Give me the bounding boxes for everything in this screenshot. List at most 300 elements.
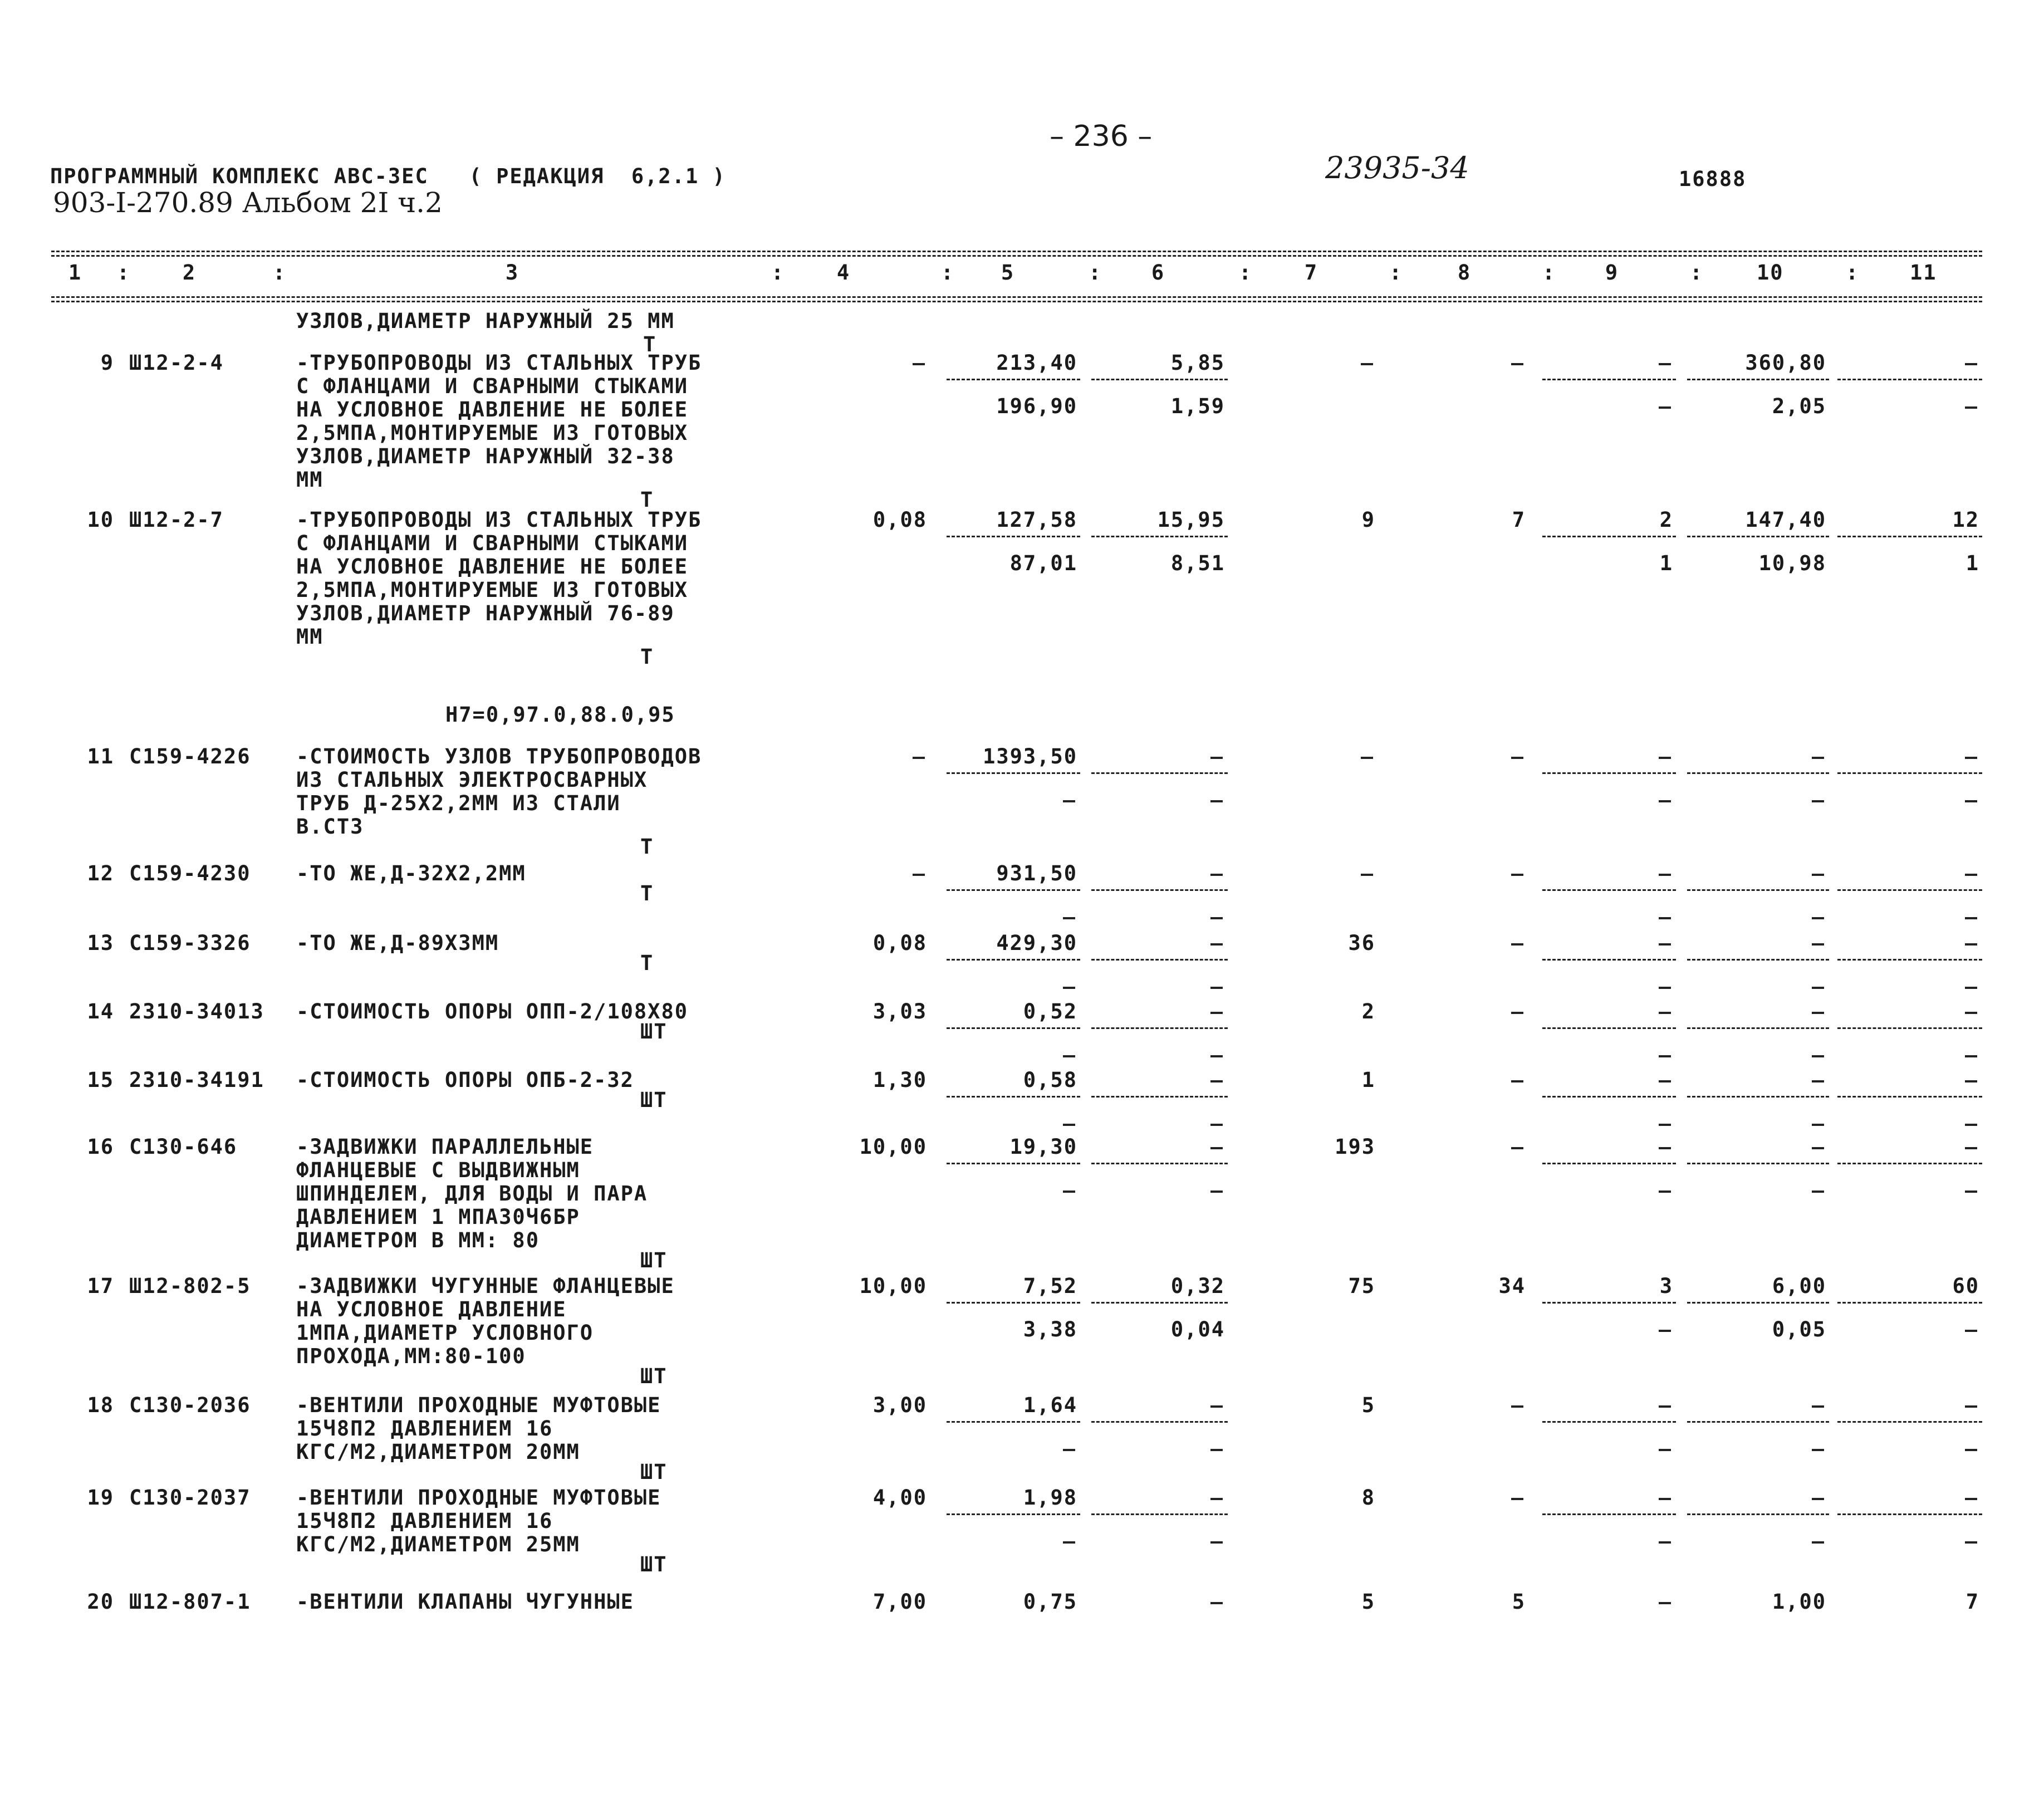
- cell-value-c11: [1966, 1486, 1979, 1510]
- cell-value-c9b: [1660, 1317, 1673, 1342]
- cell-value-c5: 0,58: [1023, 1068, 1077, 1092]
- cell-value-c11b: [1966, 394, 1979, 419]
- fraction-rule: [1542, 889, 1676, 891]
- fraction-rule: [1542, 1421, 1676, 1423]
- cell-value-c5: 1,64: [1023, 1393, 1077, 1417]
- cell-value-c4: 10,00: [859, 1274, 927, 1298]
- fraction-rule: [1687, 959, 1829, 961]
- fraction-rule: [1837, 536, 1982, 537]
- cell-value-c4: [914, 744, 927, 769]
- row-unit: ШТ: [640, 1552, 668, 1576]
- table-top-rule: [51, 251, 1982, 252]
- row-description-line: ИЗ СТАЛЬНЫХ ЭЛЕКТРОСВАРНЫХ: [296, 768, 648, 792]
- column-separator: :: [1089, 261, 1102, 285]
- cell-value-c10: [1813, 1135, 1826, 1159]
- cell-value-c6: 5,85: [1170, 351, 1225, 375]
- row-description-line: 15Ч8П2 ДАВЛЕНИЕМ 16: [296, 1417, 553, 1441]
- cell-value-c9: [1660, 931, 1673, 956]
- row-description-line: -СТОИМОСТЬ УЗЛОВ ТРУБОПРОВОДОВ: [296, 744, 702, 768]
- cell-value-c9b: [1660, 974, 1673, 999]
- cell-value-c9: [1660, 1486, 1673, 1510]
- page-number: – 236 –: [1050, 120, 1153, 153]
- cell-value-c9: [1660, 744, 1673, 769]
- cell-value-c10: 6,00: [1772, 1274, 1826, 1298]
- table-header-bottom-rule-2: [51, 301, 1982, 302]
- cell-value-c9: 3: [1659, 1274, 1673, 1298]
- fraction-rule: [1091, 1027, 1228, 1029]
- fraction-rule: [947, 1163, 1080, 1164]
- column-separator: :: [117, 261, 131, 285]
- cell-value-c11: [1966, 351, 1979, 375]
- cell-value-c6: [1212, 861, 1225, 886]
- fraction-rule: [1837, 1513, 1982, 1515]
- cell-value-c9: [1660, 1135, 1673, 1159]
- fraction-rule: [1542, 1027, 1676, 1029]
- cell-value-c10: [1813, 931, 1826, 956]
- cell-value-c11: 60: [1952, 1274, 1979, 1298]
- cell-value-c5: 19,30: [1009, 1135, 1077, 1159]
- cell-value-c9: [1660, 1393, 1673, 1418]
- coefficient-line: Н7=0,97.0,88.0,95: [445, 703, 675, 727]
- column-header-2: 2: [182, 261, 197, 285]
- cell-value-c5: 1,98: [1023, 1486, 1077, 1510]
- row-description-line: В.СТ3: [296, 815, 364, 839]
- row-description-line: НА УСЛОВНОЕ ДАВЛЕНИЕ НЕ БОЛЕЕ: [296, 398, 689, 422]
- cell-value-c11: [1966, 744, 1979, 769]
- cell-value-c10b: [1813, 1043, 1826, 1067]
- row-number: 10: [87, 508, 114, 532]
- cell-value-c8: [1512, 931, 1526, 956]
- fraction-rule: [1687, 772, 1829, 774]
- cell-value-c4: 3,00: [873, 1393, 927, 1417]
- fraction-rule: [1091, 1163, 1228, 1164]
- cell-value-c10b: [1813, 1437, 1826, 1461]
- fraction-rule: [1687, 889, 1829, 891]
- cell-value-c6b: 8,51: [1170, 551, 1225, 575]
- fraction-rule: [1837, 772, 1982, 774]
- cell-value-c5b: [1064, 1437, 1077, 1461]
- row-description-line: ШПИНДЕЛЕМ, ДЛЯ ВОДЫ И ПАРА: [296, 1182, 648, 1206]
- row-description-line: 2,5МПА,МОНТИРУЕМЫЕ ИЗ ГОТОВЫХ: [296, 578, 689, 602]
- cell-value-c11b: [1966, 1043, 1979, 1067]
- row-description-line: НА УСЛОВНОЕ ДАВЛЕНИЕ: [296, 1297, 567, 1321]
- cell-value-c4: 3,03: [873, 1000, 927, 1023]
- row-code: С159-4230: [129, 861, 251, 885]
- row-description-line: 15Ч8П2 ДАВЛЕНИЕМ 16: [296, 1509, 553, 1533]
- row-number: 20: [87, 1590, 114, 1614]
- cell-value-c11b: [1966, 1178, 1979, 1203]
- continuation-unit: Т: [643, 332, 657, 356]
- cell-value-c5b: 196,90: [996, 394, 1077, 418]
- cell-value-c11b: 1: [1965, 551, 1979, 575]
- cell-value-c9b: [1660, 788, 1673, 812]
- fraction-rule: [1542, 379, 1676, 380]
- row-number: 12: [87, 861, 114, 885]
- cell-value-c6b: [1212, 905, 1225, 929]
- cell-value-c9b: [1660, 1437, 1673, 1461]
- cell-value-c11: [1966, 931, 1979, 956]
- cell-value-c4: 0,08: [873, 508, 927, 532]
- row-description-line: -ЗАДВИЖКИ ПАРАЛЛЕЛЬНЫЕ: [296, 1135, 594, 1159]
- fraction-rule: [1091, 1513, 1228, 1515]
- fraction-rule: [947, 959, 1080, 961]
- cell-value-c5b: [1064, 788, 1077, 812]
- row-description-line: -ВЕНТИЛИ ПРОХОДНЫЕ МУФТОВЫЕ: [296, 1486, 661, 1510]
- cell-value-c8: [1512, 1135, 1526, 1159]
- cell-value-c4: [914, 861, 927, 886]
- row-description-line: ТРУБ Д-25Х2,2ММ ИЗ СТАЛИ: [296, 791, 621, 815]
- cell-value-c6: [1212, 1590, 1225, 1614]
- cell-value-c8: [1512, 1068, 1526, 1093]
- cell-value-c6: 15,95: [1157, 508, 1225, 532]
- cell-value-c10: [1813, 1486, 1826, 1510]
- fraction-rule: [947, 379, 1080, 380]
- fraction-rule: [1542, 1302, 1676, 1304]
- fraction-rule: [1091, 536, 1228, 537]
- document-code: 23935-34: [1325, 150, 1469, 185]
- column-header-10: 10: [1757, 261, 1784, 285]
- row-description-line: -ТО ЖЕ,Д-32Х2,2ММ: [296, 861, 526, 885]
- cell-value-c8: [1512, 861, 1526, 886]
- cell-value-c9: [1660, 1590, 1673, 1614]
- row-number: 13: [87, 931, 114, 955]
- cell-value-c9b: [1660, 1043, 1673, 1067]
- cell-value-c10: [1813, 1393, 1826, 1418]
- row-description-line: НА УСЛОВНОЕ ДАВЛЕНИЕ НЕ БОЛЕЕ: [296, 555, 689, 579]
- cell-value-c6b: 0,04: [1170, 1317, 1225, 1341]
- cell-value-c7: 193: [1335, 1135, 1375, 1159]
- column-header-4: 4: [836, 261, 851, 285]
- program-title: ПРОГРАММНЫЙ КОМПЛЕКС АВС-ЗЕС ( РЕДАКЦИЯ 6,2.1 ): [50, 164, 726, 188]
- row-unit: ШТ: [640, 1364, 668, 1388]
- cell-value-c5: 7,52: [1023, 1274, 1077, 1298]
- column-header-5: 5: [1001, 261, 1015, 285]
- row-unit: Т: [640, 488, 654, 512]
- fraction-rule: [1091, 772, 1228, 774]
- cell-value-c9b: [1660, 394, 1673, 419]
- row-description-line: ММ: [296, 625, 323, 649]
- fraction-rule: [1542, 959, 1676, 961]
- row-description-line: ПРОХОДА,ММ:80-100: [296, 1344, 526, 1368]
- cell-value-c7: 36: [1348, 931, 1375, 955]
- row-unit: ШТ: [640, 1088, 668, 1112]
- row-description-line: -СТОИМОСТЬ ОПОРЫ ОПП-2/108Х80: [296, 1000, 689, 1023]
- cell-value-c11b: [1966, 1529, 1979, 1554]
- cell-value-c7: 9: [1361, 508, 1375, 532]
- column-header-3: 3: [505, 261, 519, 285]
- cell-value-c6: [1212, 1486, 1225, 1510]
- row-description-line: -ЗАДВИЖКИ ЧУГУННЫЕ ФЛАНЦЕВЫЕ: [296, 1274, 675, 1298]
- cell-value-c7: 2: [1361, 1000, 1375, 1023]
- fraction-rule: [1687, 1027, 1829, 1029]
- cell-value-c10b: 0,05: [1772, 1317, 1826, 1341]
- cell-value-c5b: [1064, 1111, 1077, 1136]
- fraction-rule: [1542, 1163, 1676, 1164]
- fraction-rule: [947, 889, 1080, 891]
- row-description-line: ФЛАНЦЕВЫЕ С ВЫДВИЖНЫМ: [296, 1158, 580, 1182]
- cell-value-c9: 2: [1659, 508, 1673, 532]
- cell-value-c5: 931,50: [996, 861, 1077, 885]
- cell-value-c5b: [1064, 905, 1077, 929]
- cell-value-c5: 1393,50: [983, 744, 1077, 768]
- cell-value-c6: [1212, 1000, 1225, 1024]
- cell-value-c11: [1966, 1068, 1979, 1093]
- cell-value-c4: [914, 351, 927, 375]
- table-top-rule-2: [51, 255, 1982, 257]
- fraction-rule: [1837, 1302, 1982, 1304]
- fraction-rule: [947, 1513, 1080, 1515]
- cell-value-c11: [1966, 861, 1979, 886]
- fraction-rule: [1687, 1163, 1829, 1164]
- fraction-rule: [947, 1302, 1080, 1304]
- row-description-line: -ВЕНТИЛИ КЛАПАНЫ ЧУГУННЫЕ: [296, 1590, 634, 1614]
- row-unit: Т: [640, 881, 654, 905]
- column-separator: :: [1389, 261, 1403, 285]
- cell-value-c4: 10,00: [859, 1135, 927, 1159]
- cell-value-c5: 0,52: [1023, 1000, 1077, 1023]
- row-description-line: -ВЕНТИЛИ ПРОХОДНЫЕ МУФТОВЫЕ: [296, 1393, 661, 1417]
- cell-value-c4: 0,08: [873, 931, 927, 955]
- cell-value-c6: [1212, 1068, 1225, 1093]
- fraction-rule: [1687, 1513, 1829, 1515]
- cell-value-c8: 5: [1512, 1590, 1526, 1614]
- fraction-rule: [1687, 379, 1829, 380]
- cell-value-c9b: [1660, 905, 1673, 929]
- row-unit: Т: [640, 951, 654, 975]
- cell-value-c10: 147,40: [1745, 508, 1826, 532]
- row-description-line: КГС/М2,ДИАМЕТРОМ 25ММ: [296, 1532, 580, 1556]
- row-code: Ш12-807-1: [129, 1590, 251, 1614]
- cell-value-c8: [1512, 1486, 1526, 1510]
- cell-value-c5: 429,30: [996, 931, 1077, 955]
- cell-value-c10b: [1813, 1111, 1826, 1136]
- row-description-line: ДАВЛЕНИЕМ 1 МПА30Ч6БР: [296, 1205, 580, 1229]
- cell-value-c10b: 2,05: [1772, 394, 1826, 418]
- row-number: 16: [87, 1135, 114, 1159]
- cell-value-c7: 8: [1361, 1486, 1375, 1510]
- cell-value-c6: 0,32: [1170, 1274, 1225, 1298]
- cell-value-c5b: [1064, 1529, 1077, 1554]
- fraction-rule: [1091, 1421, 1228, 1423]
- row-code: Ш12-2-7: [129, 508, 224, 532]
- column-separator: :: [1690, 261, 1704, 285]
- cell-value-c6: [1212, 1135, 1225, 1159]
- row-description-line: ДИАМЕТРОМ В ММ: 80: [296, 1228, 540, 1252]
- cell-value-c8: [1512, 1393, 1526, 1418]
- fraction-rule: [1542, 1513, 1676, 1515]
- cell-value-c9b: [1660, 1529, 1673, 1554]
- cell-value-c10b: [1813, 1178, 1826, 1203]
- fraction-rule: [947, 1096, 1080, 1098]
- fraction-rule: [1837, 1421, 1982, 1423]
- cell-value-c11: [1966, 1135, 1979, 1159]
- cell-value-c4: 7,00: [873, 1590, 927, 1614]
- row-unit: ШТ: [640, 1460, 668, 1484]
- cell-value-c8: 34: [1498, 1274, 1526, 1298]
- fraction-rule: [1837, 959, 1982, 961]
- cell-value-c7: [1362, 351, 1375, 375]
- cell-value-c11: [1966, 1000, 1979, 1024]
- cell-value-c7: 1: [1361, 1068, 1375, 1092]
- fraction-rule: [1837, 1163, 1982, 1164]
- row-description-line: -СТОИМОСТЬ ОПОРЫ ОПБ-2-32: [296, 1068, 634, 1092]
- row-code: 2310-34013: [129, 1000, 264, 1023]
- cell-value-c9b: 1: [1659, 551, 1673, 575]
- cell-value-c6b: [1212, 1437, 1225, 1461]
- cell-value-c11b: [1966, 1317, 1979, 1342]
- cell-value-c6b: [1212, 1529, 1225, 1554]
- row-number: 19: [87, 1486, 114, 1510]
- column-separator: :: [1542, 261, 1556, 285]
- fraction-rule: [1687, 1421, 1829, 1423]
- cell-value-c5b: 87,01: [1009, 551, 1077, 575]
- cell-value-c7: 5: [1361, 1590, 1375, 1614]
- cell-value-c6b: [1212, 974, 1225, 999]
- cell-value-c6b: [1212, 1043, 1225, 1067]
- cell-value-c5: 213,40: [996, 351, 1077, 375]
- row-code: 2310-34191: [129, 1068, 264, 1092]
- cell-value-c10: [1813, 744, 1826, 769]
- fraction-rule: [1837, 1027, 1982, 1029]
- row-number: 17: [87, 1274, 114, 1298]
- fraction-rule: [1091, 1096, 1228, 1098]
- cell-value-c9: [1660, 1000, 1673, 1024]
- row-code: Ш12-2-4: [129, 351, 224, 375]
- row-description-line: УЗЛОВ,ДИАМЕТР НАРУЖНЫЙ 76-89: [296, 601, 675, 625]
- row-unit: Т: [640, 835, 654, 859]
- cell-value-c9: [1660, 351, 1673, 375]
- row-description-line: -ТРУБОПРОВОДЫ ИЗ СТАЛЬНЫХ ТРУБ: [296, 508, 702, 532]
- cell-value-c11b: [1966, 1111, 1979, 1136]
- row-code: С159-3326: [129, 931, 251, 955]
- column-header-6: 6: [1151, 261, 1165, 285]
- cell-value-c5b: [1064, 1178, 1077, 1203]
- row-code: С130-2036: [129, 1393, 251, 1417]
- cell-value-c5b: [1064, 1043, 1077, 1067]
- cell-value-c10b: [1813, 905, 1826, 929]
- cell-value-c10b: [1813, 974, 1826, 999]
- cell-value-c10: [1813, 1068, 1826, 1093]
- cell-value-c6: [1212, 1393, 1225, 1418]
- cell-value-c11b: [1966, 1437, 1979, 1461]
- cell-value-c11: 7: [1965, 1590, 1979, 1614]
- cell-value-c5: 127,58: [996, 508, 1077, 532]
- cell-value-c11: [1966, 1393, 1979, 1418]
- column-header-11: 11: [1910, 261, 1937, 285]
- row-code: С130-646: [129, 1135, 238, 1159]
- cell-value-c9b: [1660, 1111, 1673, 1136]
- fraction-rule: [1837, 1096, 1982, 1098]
- fraction-rule: [947, 1027, 1080, 1029]
- cell-value-c8: [1512, 351, 1526, 375]
- cell-value-c5: 0,75: [1023, 1590, 1077, 1614]
- cell-value-c5b: [1064, 974, 1077, 999]
- fraction-rule: [1687, 1096, 1829, 1098]
- row-description-line: С ФЛАНЦАМИ И СВАРНЫМИ СТЫКАМИ: [296, 374, 689, 398]
- row-number: 11: [87, 744, 114, 768]
- column-header-7: 7: [1304, 261, 1318, 285]
- fraction-rule: [1091, 959, 1228, 961]
- row-unit: ШТ: [640, 1020, 668, 1044]
- fraction-rule: [1837, 379, 1982, 380]
- cell-value-c6: [1212, 931, 1225, 956]
- cell-value-c11b: [1966, 905, 1979, 929]
- column-separator: :: [1239, 261, 1253, 285]
- column-separator: :: [1846, 261, 1860, 285]
- cell-value-c10b: 10,98: [1758, 551, 1826, 575]
- row-code: С159-4226: [129, 744, 251, 768]
- row-code: С130-2037: [129, 1486, 251, 1510]
- cell-value-c7: 5: [1361, 1393, 1375, 1417]
- row-unit: Т: [640, 645, 654, 669]
- cell-value-c10b: [1813, 788, 1826, 812]
- cell-value-c9: [1660, 861, 1673, 886]
- cell-value-c10: [1813, 1000, 1826, 1024]
- column-header-1: 1: [68, 261, 82, 285]
- row-description-line: КГС/М2,ДИАМЕТРОМ 20ММ: [296, 1440, 580, 1464]
- row-number: 9: [100, 351, 114, 375]
- row-description-line: -ТРУБОПРОВОДЫ ИЗ СТАЛЬНЫХ ТРУБ: [296, 351, 702, 375]
- cell-value-c10: [1813, 861, 1826, 886]
- fraction-rule: [1542, 1096, 1676, 1098]
- cell-value-c8: 7: [1512, 508, 1526, 532]
- cell-value-c6b: [1212, 1178, 1225, 1203]
- row-description-line: 2,5МПА,МОНТИРУЕМЫЕ ИЗ ГОТОВЫХ: [296, 421, 689, 445]
- row-number: 18: [87, 1393, 114, 1417]
- cell-value-c9: [1660, 1068, 1673, 1093]
- row-code: Ш12-802-5: [129, 1274, 251, 1298]
- column-separator: :: [771, 261, 785, 285]
- cell-value-c6b: [1212, 1111, 1225, 1136]
- cell-value-c10: 1,00: [1772, 1590, 1826, 1614]
- column-separator: :: [273, 261, 287, 285]
- column-header-8: 8: [1457, 261, 1472, 285]
- row-unit: ШТ: [640, 1248, 668, 1272]
- cell-value-c11b: [1966, 974, 1979, 999]
- row-description-line: 1МПА,ДИАМЕТР УСЛОВНОГО: [296, 1321, 594, 1345]
- cell-value-c8: [1512, 1000, 1526, 1024]
- column-separator: :: [941, 261, 955, 285]
- fraction-rule: [947, 772, 1080, 774]
- row-number: 15: [87, 1068, 114, 1092]
- fraction-rule: [947, 536, 1080, 537]
- cell-value-c4: 4,00: [873, 1486, 927, 1510]
- row-description-line: ММ: [296, 468, 323, 492]
- cell-value-c6: [1212, 744, 1225, 769]
- row-description-line: УЗЛОВ,ДИАМЕТР НАРУЖНЫЙ 32-38: [296, 444, 675, 468]
- fraction-rule: [1837, 889, 1982, 891]
- cell-value-c7: [1362, 744, 1375, 769]
- fraction-rule: [1091, 1302, 1228, 1304]
- fraction-rule: [947, 1421, 1080, 1423]
- cell-value-c4: 1,30: [873, 1068, 927, 1092]
- fraction-rule: [1542, 536, 1676, 537]
- row-description-line: -ТО ЖЕ,Д-89Х3ММ: [296, 931, 499, 955]
- cell-value-c9b: [1660, 1178, 1673, 1203]
- fraction-rule: [1091, 379, 1228, 380]
- continuation-text: УЗЛОВ,ДИАМЕТР НАРУЖНЫЙ 25 ММ: [296, 309, 675, 333]
- cell-value-c7: [1362, 861, 1375, 886]
- fraction-rule: [1091, 889, 1228, 891]
- fraction-rule: [1542, 772, 1676, 774]
- column-header-9: 9: [1605, 261, 1619, 285]
- album-reference: 903-I-270.89 Альбом 2I ч.2: [53, 187, 443, 219]
- fraction-rule: [1687, 536, 1829, 537]
- sheet-code: 16888: [1679, 167, 1747, 191]
- cell-value-c6b: [1212, 788, 1225, 812]
- fraction-rule: [1687, 1302, 1829, 1304]
- cell-value-c10b: [1813, 1529, 1826, 1554]
